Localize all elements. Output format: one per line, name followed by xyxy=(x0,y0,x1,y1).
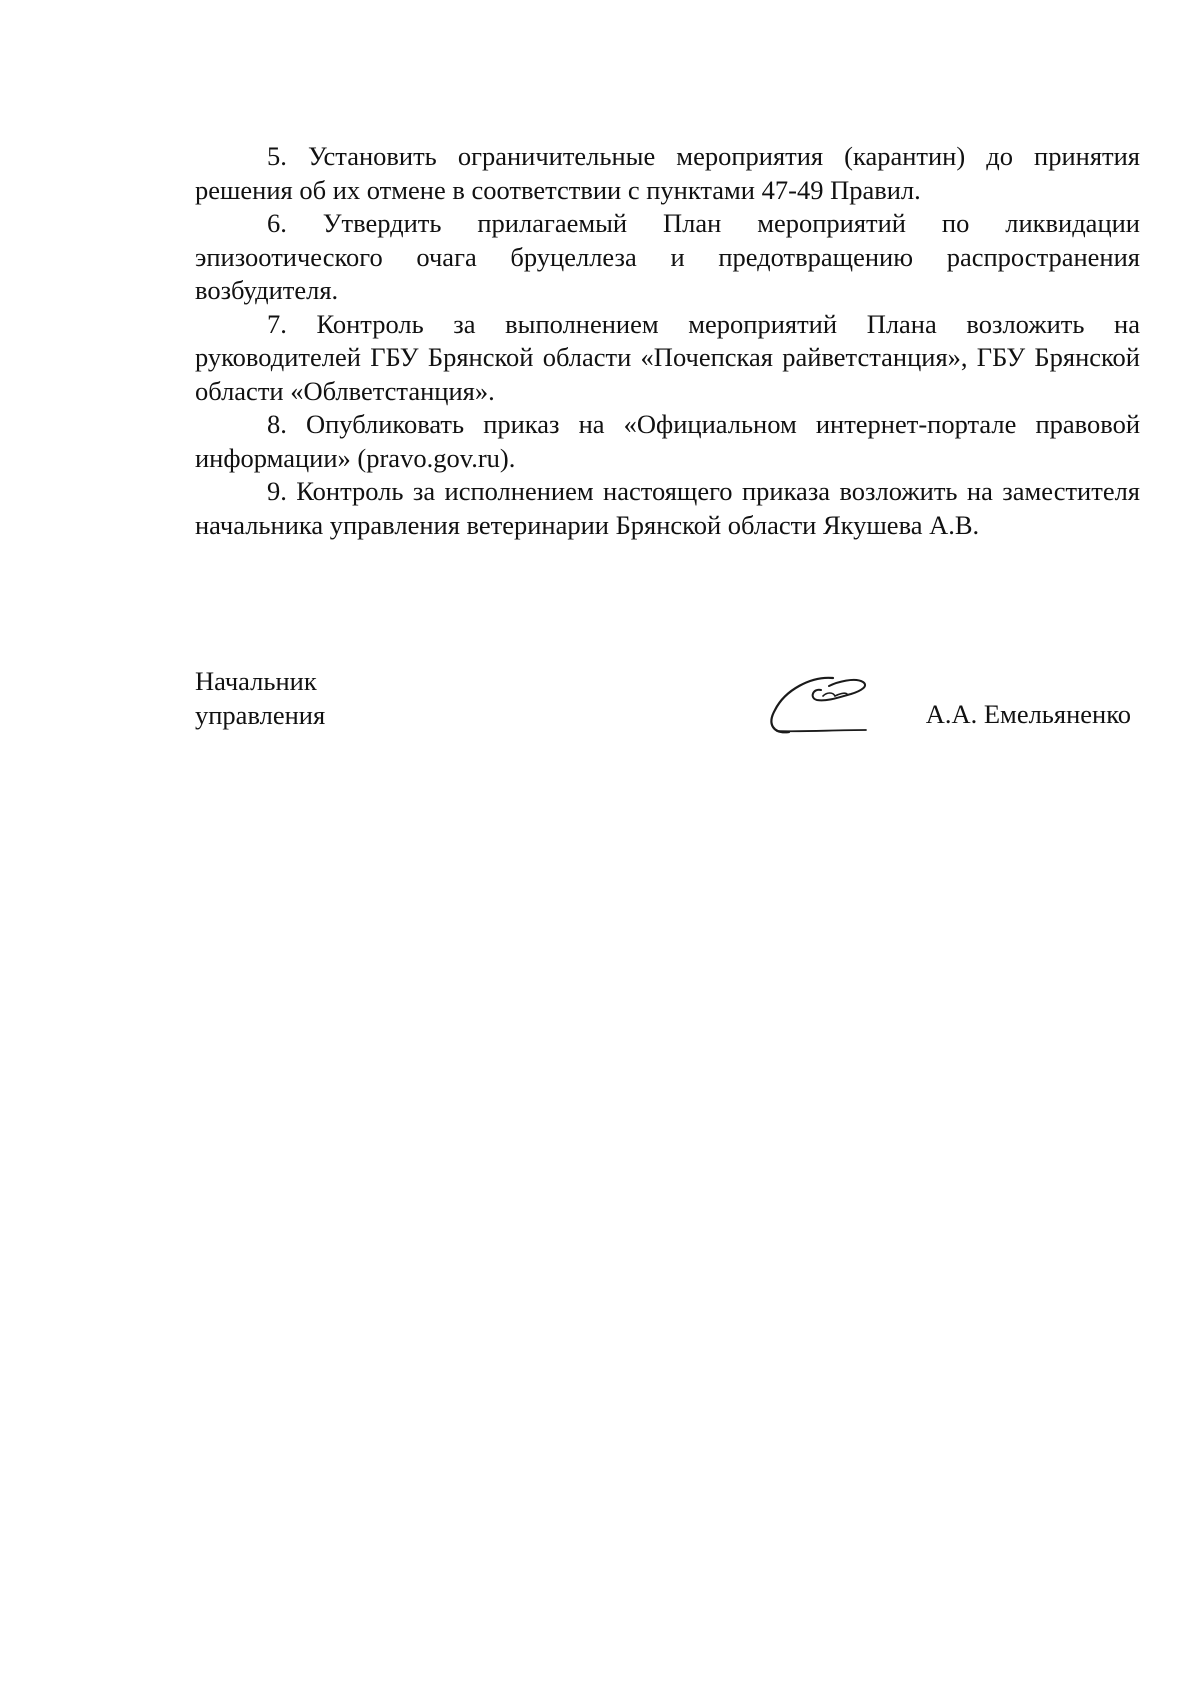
order-body xyxy=(195,140,1140,542)
paragraph-8: 8. Опубликовать приказ на «Официальном интернет-портале правовой информации» (pravo.gov.ru). xyxy=(195,409,1140,473)
signature-block xyxy=(195,664,1140,744)
signer-name: А.А. Емельяненко xyxy=(925,699,1131,729)
position-line-2: управления xyxy=(195,700,326,730)
signer-position xyxy=(195,664,325,732)
paragraph-9: 9. Контроль за исполнением настоящего приказа возложить на заместителя начальника управления ветеринарии Брянской области Якушева А.В. xyxy=(195,476,1140,540)
paragraph-7: 7. Контроль за выполнением мероприятий Плана возложить на руководителей ГБУ Брянской области «Почепская райветстанция», ГБУ Брянской области «Облветстанция». xyxy=(195,308,1140,406)
paragraph-6: 6. Утвердить прилагаемый План мероприятий по ликвидации эпизоотического очага бруцеллеза и предотвращению распространения возбудителя. xyxy=(195,208,1140,305)
handwritten-signature xyxy=(763,668,883,740)
position-line-1: Начальник xyxy=(195,666,317,696)
paragraph-5: 5. Установить ограничительные мероприятия (карантин) до принятия решения об их отмене в соответствии с пунктами 47-49 Правил. xyxy=(195,141,1140,205)
